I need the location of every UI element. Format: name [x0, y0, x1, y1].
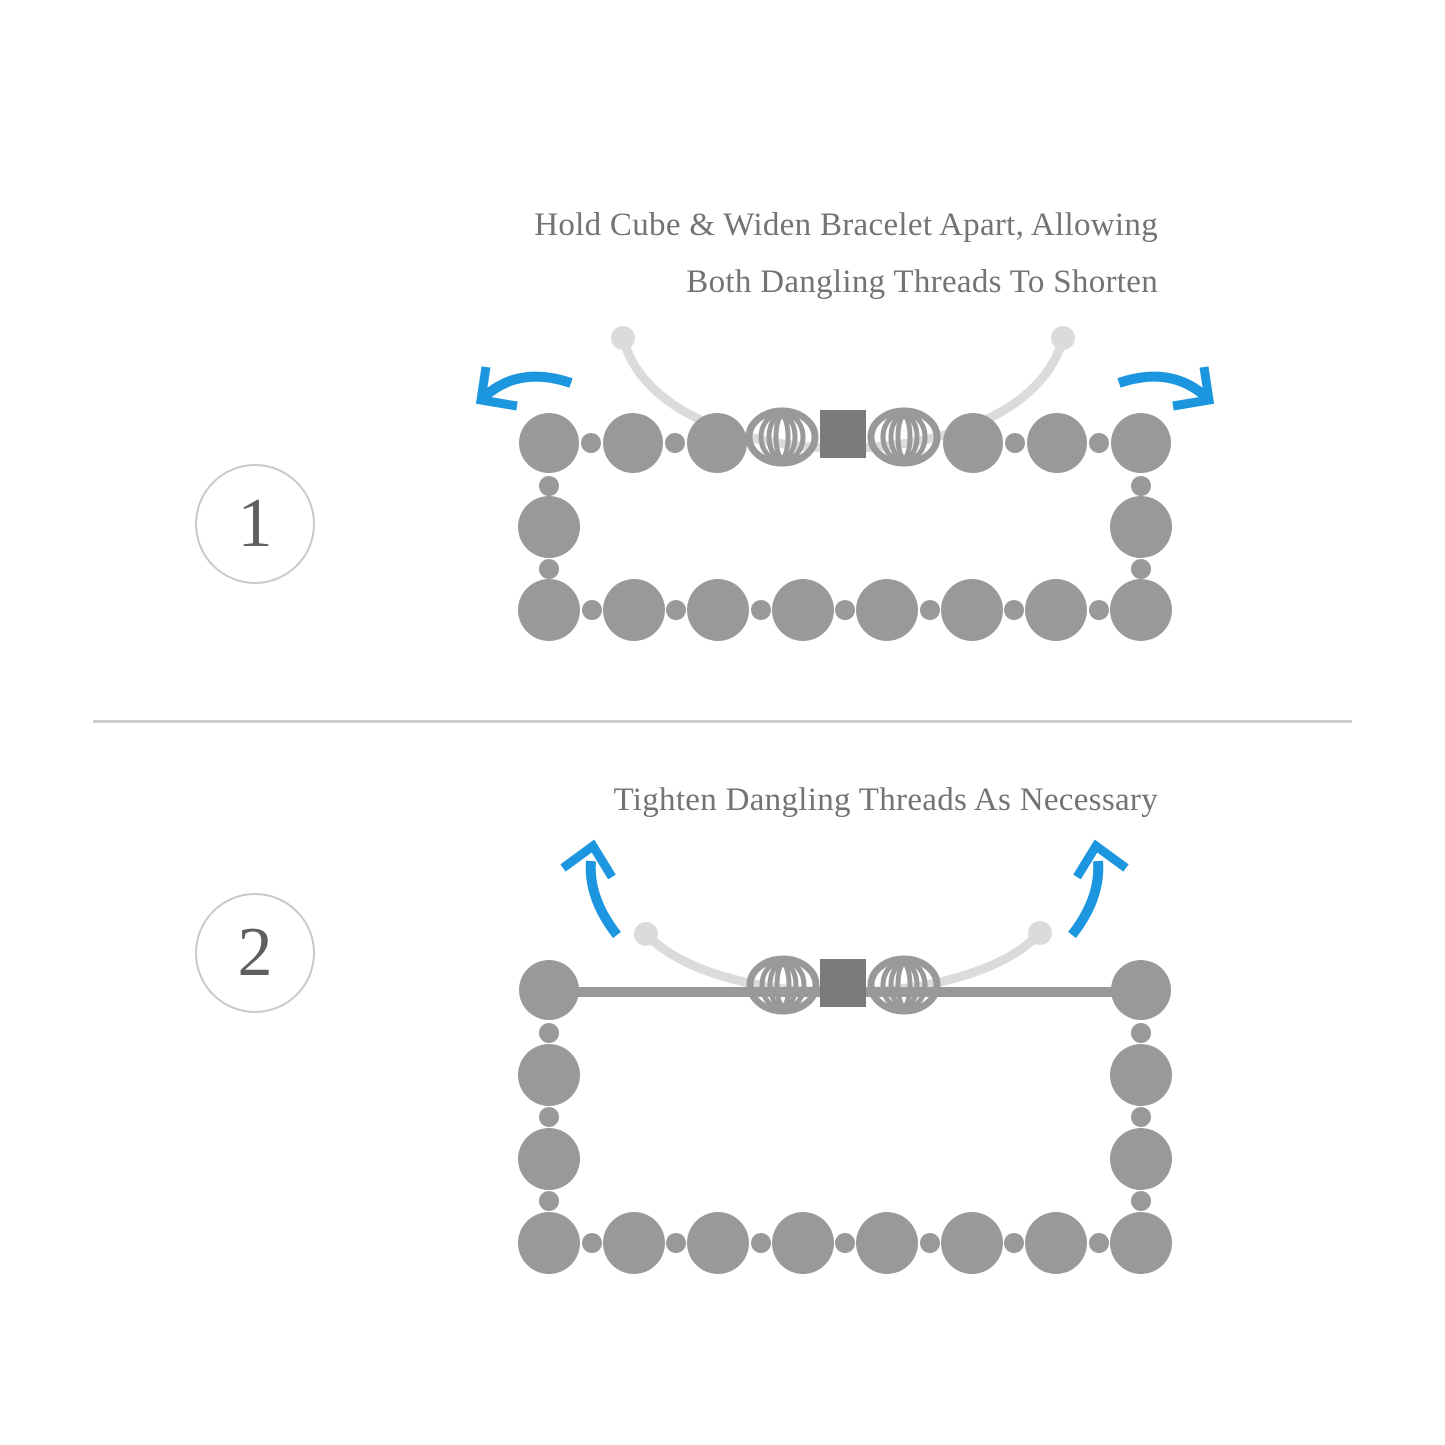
bead: [519, 960, 579, 1020]
bead: [1025, 579, 1087, 641]
bead: [1111, 413, 1171, 473]
bead: [582, 1233, 602, 1253]
bead: [943, 413, 1003, 473]
step-2-caption-line-1: Tighten Dangling Threads As Necessary: [613, 782, 1158, 818]
step-1-caption-line-1: Hold Cube & Widen Bracelet Apart, Allowing: [534, 207, 1158, 243]
bead: [518, 1128, 580, 1190]
bead: [1110, 1128, 1172, 1190]
cube-bead: [820, 410, 866, 458]
bead: [1110, 579, 1172, 641]
thread-end: [1028, 921, 1052, 945]
bead: [1131, 1191, 1151, 1211]
bead: [772, 579, 834, 641]
bead: [666, 1233, 686, 1253]
section-divider: [93, 720, 1352, 723]
bead: [1111, 960, 1171, 1020]
arrow-tighten-right-icon: [1072, 846, 1126, 935]
step-1-number: 1: [237, 485, 273, 562]
bead: [920, 1233, 940, 1253]
bead: [1089, 600, 1109, 620]
bead: [941, 1212, 1003, 1274]
sliding-knot-coil: [871, 411, 937, 463]
bead: [835, 600, 855, 620]
bead: [1110, 496, 1172, 558]
bead: [1131, 559, 1151, 579]
bead: [1004, 1233, 1024, 1253]
bead: [772, 1212, 834, 1274]
step-1-bracelet-diagram: [0, 280, 1445, 720]
bead: [603, 579, 665, 641]
thread-end: [634, 922, 658, 946]
bead: [1131, 1107, 1151, 1127]
bead: [687, 413, 747, 473]
bead: [856, 579, 918, 641]
bead: [687, 1212, 749, 1274]
bead: [920, 600, 940, 620]
bead: [603, 413, 663, 473]
arrow-pull-right-icon: [1119, 367, 1209, 406]
thread-end: [611, 326, 635, 350]
bead: [687, 579, 749, 641]
bead: [856, 1212, 918, 1274]
bead: [539, 1191, 559, 1211]
bead: [1089, 1233, 1109, 1253]
bead: [518, 1044, 580, 1106]
bead: [539, 559, 559, 579]
bead: [1131, 476, 1151, 496]
bead: [581, 433, 601, 453]
sliding-knot-coil: [749, 411, 815, 463]
bead: [539, 1023, 559, 1043]
cube-bead: [820, 959, 866, 1007]
thread-end: [1051, 326, 1075, 350]
arrow-pull-left-icon: [481, 367, 571, 406]
bead: [941, 579, 1003, 641]
bead: [1089, 433, 1109, 453]
bead: [518, 496, 580, 558]
bead: [539, 1107, 559, 1127]
bead: [519, 413, 579, 473]
step-1-caption-line-2: Both Dangling Threads To Shorten: [686, 264, 1158, 300]
bead: [1025, 1212, 1087, 1274]
bead: [751, 600, 771, 620]
bead: [1131, 1023, 1151, 1043]
bead: [1110, 1044, 1172, 1106]
bead: [582, 600, 602, 620]
bead: [1110, 1212, 1172, 1274]
bead: [665, 433, 685, 453]
bead: [603, 1212, 665, 1274]
step-2-bracelet-diagram: [0, 800, 1445, 1360]
arrow-tighten-left-icon: [563, 846, 617, 935]
step-2-number: 2: [237, 914, 273, 991]
bead: [518, 1212, 580, 1274]
bead: [751, 1233, 771, 1253]
bead: [835, 1233, 855, 1253]
bead: [518, 579, 580, 641]
bead: [1004, 600, 1024, 620]
bead: [666, 600, 686, 620]
bead: [1027, 413, 1087, 473]
bead-loop: [518, 960, 1172, 1274]
bead: [539, 476, 559, 496]
bead: [1005, 433, 1025, 453]
